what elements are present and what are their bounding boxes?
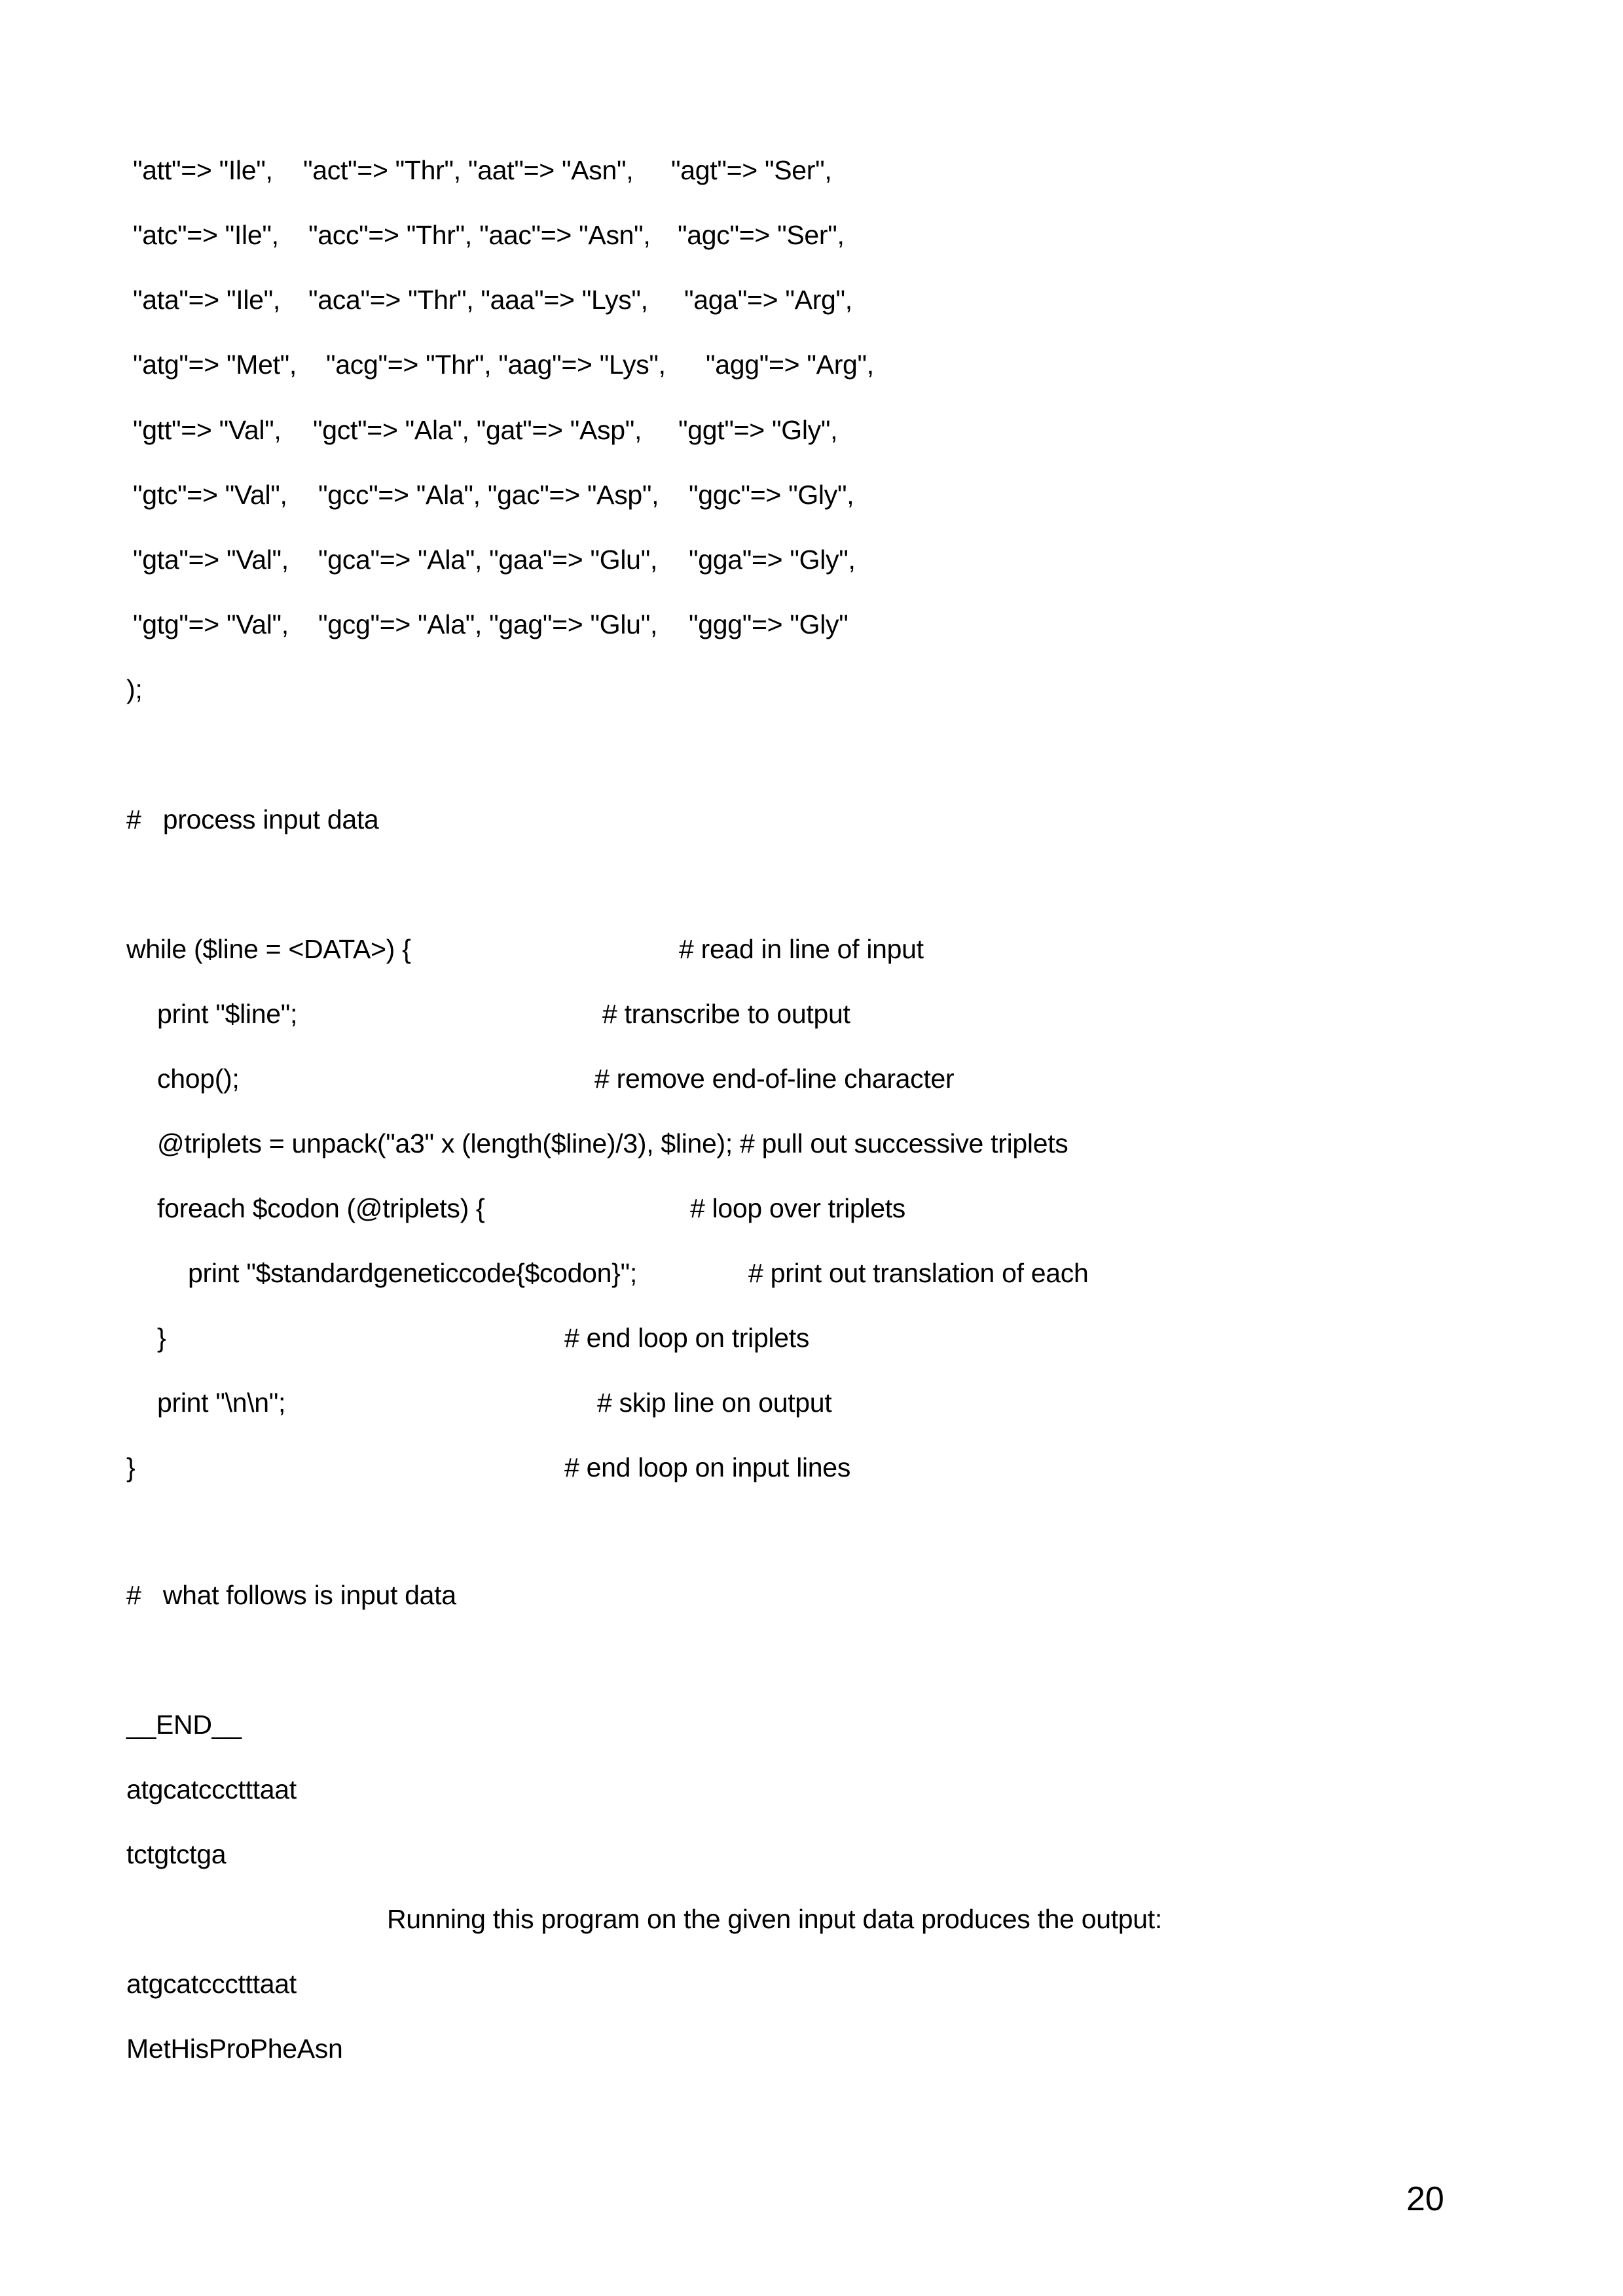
codon-row-8-col-3: "ggg"=> "Gly" xyxy=(689,609,848,639)
codon-row-1-col-1: "att"=> "Ile", xyxy=(133,155,273,185)
code-print-newline: print "\n\n"; xyxy=(157,1388,286,1418)
input-data-line-1: atgcatccctttaat xyxy=(126,1774,297,1804)
code-print-comment: # transcribe to output xyxy=(602,999,850,1029)
code-close-outer-comment: # end loop on input lines xyxy=(564,1452,851,1482)
codon-row-1-col-3: "agt"=> "Ser", xyxy=(671,155,832,185)
code-print-line: print "$line"; xyxy=(157,999,298,1029)
codon-row-6-col-2: "gcc"=> "Ala", "gac"=> "Asp", xyxy=(318,480,659,510)
codon-row-4-col-1: "atg"=> "Met", xyxy=(133,350,297,380)
codon-row-6-col-3: "ggc"=> "Gly", xyxy=(689,480,854,510)
codon-row-2-col-2: "acc"=> "Thr", "aac"=> "Asn", xyxy=(308,220,651,250)
comment-input-data: # what follows is input data xyxy=(126,1580,456,1610)
codon-row-3-col-2: "aca"=> "Thr", "aaa"=> "Lys", xyxy=(308,285,648,315)
codon-row-7-col-2: "gca"=> "Ala", "gaa"=> "Glu", xyxy=(318,545,658,575)
codon-row-1-col-2: "act"=> "Thr", "aat"=> "Asn", xyxy=(303,155,634,185)
code-chop-comment: # remove end-of-line character xyxy=(594,1064,955,1094)
code-foreach-line: foreach $codon (@triplets) { xyxy=(157,1193,485,1223)
code-triplets-line: @triplets = unpack("a3" x (length($line)/3), $line); # pull out successive triplets xyxy=(157,1128,1068,1158)
codon-row-8-col-2: "gcg"=> "Ala", "gag"=> "Glu", xyxy=(318,609,658,639)
code-close-outer: } xyxy=(126,1452,136,1482)
codon-row-5-col-2: "gct"=> "Ala", "gat"=> "Asp", xyxy=(313,415,642,445)
codon-row-3-col-3: "aga"=> "Arg", xyxy=(684,285,852,315)
code-while-line: while ($line = <DATA>) { xyxy=(126,934,411,964)
page-number: 20 xyxy=(1406,2180,1444,2218)
codon-row-4-col-3: "agg"=> "Arg", xyxy=(706,350,874,380)
codon-row-2-col-1: "atc"=> "Ile", xyxy=(133,220,279,250)
comment-process-input: # process input data xyxy=(126,804,379,834)
codon-row-4-col-2: "acg"=> "Thr", "aag"=> "Lys", xyxy=(326,350,666,380)
output-line-2: MetHisProPheAsn xyxy=(126,2034,343,2064)
codon-table-close: ); xyxy=(126,674,143,704)
codon-row-3-col-1: "ata"=> "Ile", xyxy=(133,285,280,315)
codon-row-7-col-3: "gga"=> "Gly", xyxy=(689,545,856,575)
codon-row-5-col-3: "ggt"=> "Gly", xyxy=(678,415,838,445)
code-chop-line: chop(); xyxy=(157,1064,240,1094)
code-print-codon-comment: # print out translation of each xyxy=(748,1258,1089,1288)
input-data-line-2: tctgtctga xyxy=(126,1839,227,1869)
codon-row-2-col-3: "agc"=> "Ser", xyxy=(678,220,845,250)
code-while-comment: # read in line of input xyxy=(679,934,924,964)
code-close-inner: } xyxy=(157,1323,166,1353)
code-close-inner-comment: # end loop on triplets xyxy=(564,1323,810,1353)
code-print-newline-comment: # skip line on output xyxy=(597,1388,832,1418)
codon-row-8-col-1: "gtg"=> "Val", xyxy=(133,609,289,639)
codon-row-5-col-1: "gtt"=> "Val", xyxy=(133,415,282,445)
code-print-codon-line: print "$standardgeneticcode{$codon}"; xyxy=(188,1258,637,1288)
codon-row-6-col-1: "gtc"=> "Val", xyxy=(133,480,287,510)
output-line-1: atgcatccctttaat xyxy=(126,1969,297,1999)
codon-row-7-col-1: "gta"=> "Val", xyxy=(133,545,289,575)
code-foreach-comment: # loop over triplets xyxy=(690,1193,906,1223)
end-marker: __END__ xyxy=(126,1710,242,1740)
running-note: Running this program on the given input data produces the output: xyxy=(387,1904,1162,1934)
